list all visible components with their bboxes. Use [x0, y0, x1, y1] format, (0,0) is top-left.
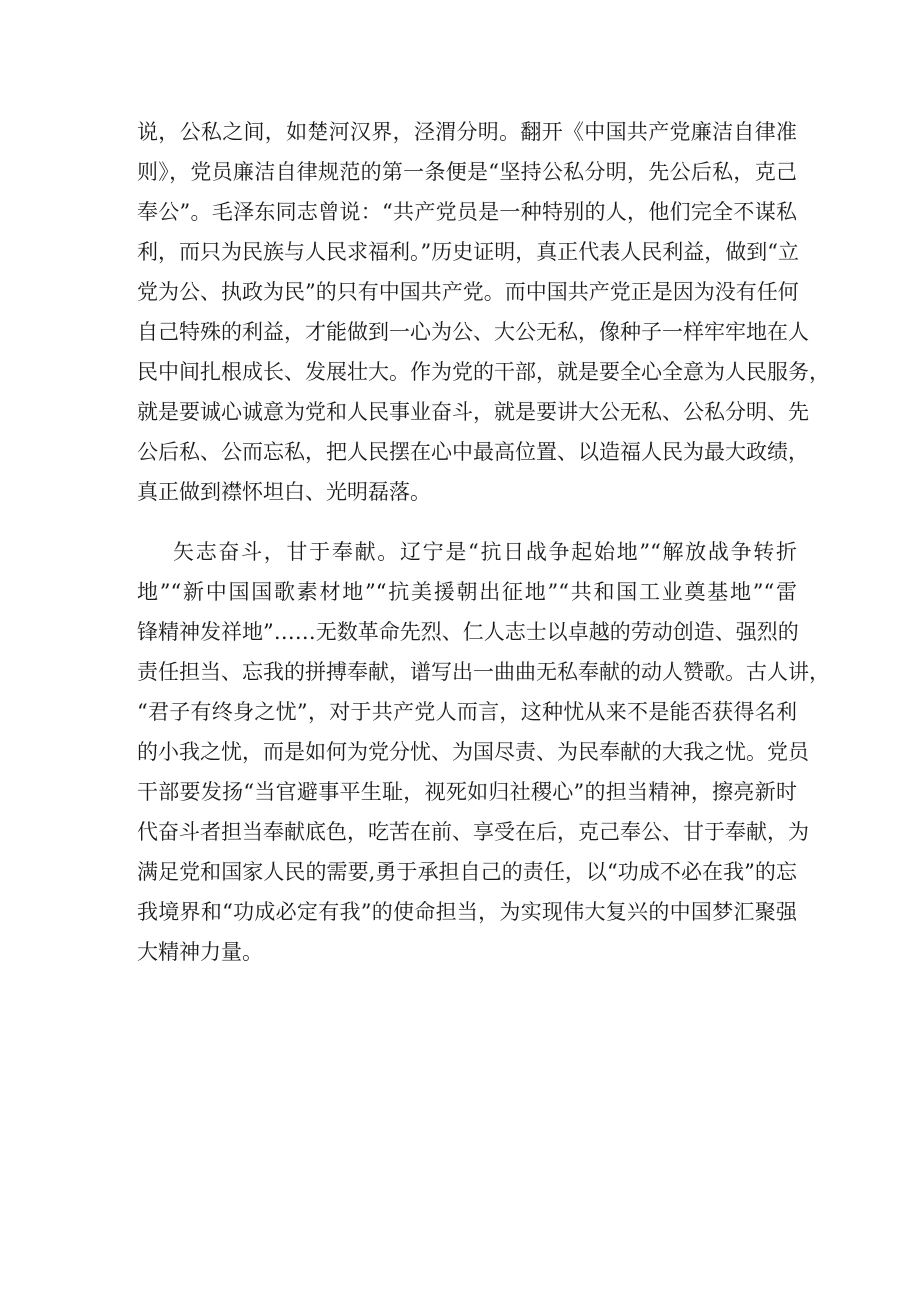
text-line: 锋精神发祥地”……无数革命先烈、仁人志士以卓越的劳动创造、强烈的 — [137, 620, 799, 644]
text-line: 我境界和“功成必定有我”的使命担当，为实现伟大复兴的中国梦汇聚强 — [137, 900, 797, 924]
text-line: 就是要诚心诚意为党和人民事业奋斗，就是要讲大公无私、公私分明、先 — [137, 400, 809, 424]
text-line: 责任担当、忘我的拼搏奉献，谱写出一曲曲无私奉献的动人赞歌。古人讲， — [137, 660, 830, 684]
text-line: 党为公、执政为民”的只有中国共产党。而中国共产党正是因为没有任何 — [137, 280, 799, 304]
text-line: 利，而只为民族与人民求福利。”历史证明，真正代表人民利益，做到“立 — [137, 240, 799, 264]
text-line: 真正做到襟怀坦白、光明磊落。 — [137, 480, 431, 504]
text-line: 矢志奋斗，甘于奉献。辽宁是“抗日战争起始地”“解放战争转折 — [173, 540, 797, 564]
paragraph-dedication — [137, 532, 830, 972]
text-line: 自己特殊的利益，才能做到一心为公、大公无私，像种子一样牢牢地在人 — [137, 320, 809, 344]
paragraph-public-private — [137, 112, 830, 512]
text-line: 则》，党员廉洁自律规范的第一条便是“坚持公私分明，先公后私，克己 — [137, 160, 797, 184]
text-line: 说，公私之间，如楚河汉界，泾渭分明。翻开《中国共产党廉洁自律准 — [137, 120, 797, 144]
text-line: 地”“新中国国歌素材地”“抗美援朝出征地”“共和国工业奠基地”“雷 — [137, 580, 797, 604]
text-line: 大精神力量。 — [137, 940, 263, 964]
text-line: 奉公”。毛泽东同志曾说：“共产党员是一种特别的人，他们完全不谋私 — [137, 200, 797, 224]
text-line: 干部要发扬“当官避事平生耻，视死如归社稷心”的担当精神，擦亮新时 — [137, 780, 797, 804]
document-body — [137, 112, 830, 972]
text-line: 的小我之忧，而是如何为党分忧、为国尽责、为民奉献的大我之忧。党员 — [137, 740, 809, 764]
text-line: 代奋斗者担当奉献底色，吃苦在前、享受在后，克己奉公、甘于奉献，为 — [137, 820, 809, 844]
text-line: 公后私、公而忘私，把人民摆在心中最高位置、以造福人民为最大政绩， — [137, 440, 809, 464]
text-line: 民中间扎根成长、发展壮大。作为党的干部，就是要全心全意为人民服务， — [137, 360, 830, 384]
text-line: “君子有终身之忧”，对于共产党人而言，这种忧从来不是能否获得名利 — [137, 700, 797, 724]
text-line: 满足党和国家人民的需要,勇于承担自己的责任，以“功成不必在我”的忘 — [137, 860, 797, 884]
